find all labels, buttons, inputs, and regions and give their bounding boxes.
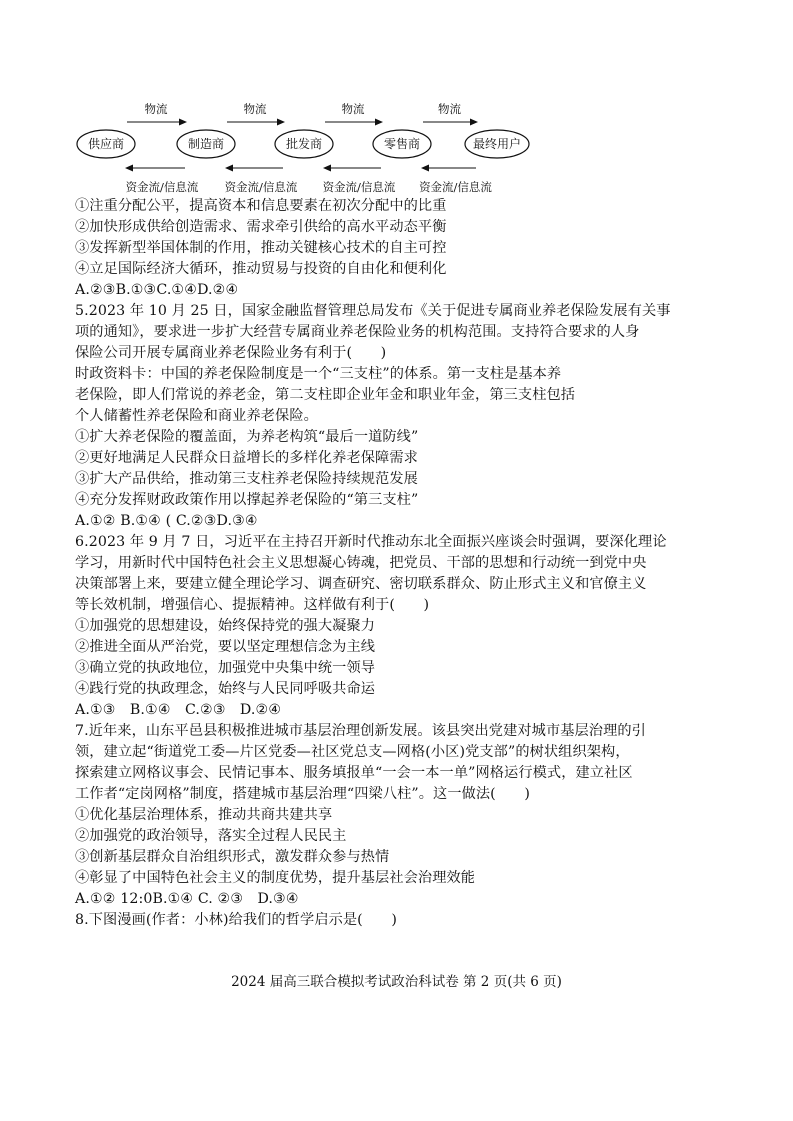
text-line: ①加强党的思想建设，始终保持党的强大凝聚力 bbox=[75, 618, 376, 634]
arrowhead bbox=[277, 119, 285, 126]
capital-info-flow bbox=[125, 165, 199, 195]
chain-node bbox=[275, 130, 333, 158]
text-line: 5.2023 年 10 月 25 日，国家金融监督管理总局发布《关于促进专属商业养老保险发展有关事 bbox=[75, 303, 671, 319]
text-line: 保险公司开展专属商业养老保险业务有利于( ) bbox=[75, 345, 387, 361]
logistics-flow bbox=[227, 102, 285, 126]
arrowhead bbox=[225, 165, 233, 172]
question-text bbox=[75, 196, 725, 931]
node-label: 最终用户 bbox=[472, 137, 522, 151]
chain-node bbox=[465, 130, 529, 158]
logistics-flow bbox=[325, 102, 383, 126]
flow-label: 物流 bbox=[341, 102, 365, 116]
text-line: ④践行党的执政理念，始终与人民同呼吸共命运 bbox=[75, 681, 376, 697]
text-line: 探索建立网格议事会、民情记事本、服务填报单“一会一本一单”网格运行模式，建立社区 bbox=[75, 765, 633, 781]
text-line: 时政资料卡：中国的养老保险制度是一个“三支柱”的体系。第一支柱是基本养 bbox=[75, 366, 562, 382]
flow-label: 资金流/信息流 bbox=[322, 180, 396, 194]
text-line: ③确立党的执政地位，加强党中央集中统一领导 bbox=[75, 660, 376, 676]
text-line: 8.下图漫画(作者：小林)给我们的哲学启示是( ) bbox=[75, 912, 398, 928]
text-line: 个人储蓄性养老保险和商业养老保险。 bbox=[75, 408, 318, 424]
text-line: 项的通知》，要求进一步扩大经营专属商业养老保险业务的机构范围。支持符合要求的人身 bbox=[75, 324, 640, 340]
arrowhead bbox=[125, 165, 133, 172]
text-line: ③发挥新型举国体制的作用，推动关键核心技术的自主可控 bbox=[75, 240, 447, 256]
text-line: ②推进全面从严治党，要以坚定理想信念为主线 bbox=[75, 639, 376, 655]
text-line: ③扩大产品供给，推动第三支柱养老保险持续规范发展 bbox=[75, 471, 418, 487]
arrowhead bbox=[323, 165, 331, 172]
logistics-flow bbox=[423, 102, 478, 126]
flow-label: 物流 bbox=[144, 102, 168, 116]
text-line: ④充分发挥财政政策作用以撑起养老保险的“第三支柱” bbox=[75, 492, 419, 508]
text-line: ①注重分配公平，提高资本和信息要素在初次分配中的比重 bbox=[75, 198, 447, 214]
flow-label: 资金流/信息流 bbox=[224, 180, 298, 194]
flow-label: 物流 bbox=[243, 102, 267, 116]
text-line: A.①② 12:0B.①④ C. ②③ D.③④ bbox=[75, 891, 299, 907]
text-line: A.①② B.①④ ( C.②③D.③④ bbox=[75, 513, 258, 529]
chain-node bbox=[77, 130, 135, 158]
text-line: ④彰显了中国特色社会主义的制度优势，提升基层社会治理效能 bbox=[75, 870, 476, 886]
text-line: 等长效机制，增强信心、提振精神。这样做有利于( ) bbox=[75, 597, 430, 613]
arrowhead bbox=[470, 119, 478, 126]
arrowhead bbox=[179, 119, 187, 126]
text-line: ①扩大养老保险的覆盖面，为养老构筑“最后一道防线” bbox=[75, 429, 419, 445]
node-label: 制造商 bbox=[187, 137, 225, 151]
flow-label: 资金流/信息流 bbox=[419, 180, 492, 194]
text-line: 老保险，即人们常说的养老金，第二支柱即企业年金和职业年金，第三支柱包括 bbox=[75, 387, 576, 403]
logistics-flow bbox=[127, 102, 187, 126]
text-line: A.①③ B.①④ C.②③ D.②④ bbox=[75, 702, 282, 718]
supply-chain-svg bbox=[70, 92, 540, 198]
capital-info-flow bbox=[419, 165, 492, 195]
node-label: 批发商 bbox=[285, 137, 323, 151]
flow-label: 物流 bbox=[438, 102, 461, 116]
node-label: 供应商 bbox=[87, 137, 125, 151]
flow-label: 资金流/信息流 bbox=[125, 180, 199, 194]
text-line: 领，建立起“街道党工委—片区党委—社区党总支—网格(小区)党支部”的树状组织架构， bbox=[75, 744, 630, 760]
text-line: ④立足国际经济大循环，推动贸易与投资的自由化和便利化 bbox=[75, 261, 447, 277]
text-line: 7.近年来，山东平邑县积极推进城市基层治理创新发展。该县突出党建对城市基层治理的引 bbox=[75, 723, 646, 739]
text-line: 决策部署上来，要建立健全理论学习、调查研究、密切联系群众、防止形式主义和官僚主义 bbox=[75, 576, 647, 592]
arrowhead bbox=[421, 165, 429, 172]
supply-chain-diagram bbox=[70, 92, 540, 198]
chain-node bbox=[373, 130, 431, 158]
node-label: 零售商 bbox=[383, 137, 421, 151]
capital-info-flow bbox=[323, 165, 396, 195]
page-footer: 2024 届高三联合模拟考试政治科试卷 第 2 页(共 6 页) bbox=[231, 974, 562, 990]
arrowhead bbox=[375, 119, 383, 126]
text-line: 工作者“定岗网格”制度，搭建城市基层治理“四梁八柱”。这一做法( ) bbox=[75, 786, 531, 802]
text-line: ②更好地满足人民群众日益增长的多样化养老保障需求 bbox=[75, 450, 418, 466]
text-line: 6.2023 年 9 月 7 日，习近平在主持召开新时代推动东北全面振兴座谈会时强调，要深化理论 bbox=[75, 534, 667, 550]
text-line: 学习，用新时代中国特色社会主义思想凝心铸魂，把党员、干部的思想和行动统一到党中央 bbox=[75, 555, 647, 571]
chain-node bbox=[177, 130, 235, 158]
capital-info-flow bbox=[225, 165, 298, 195]
text-line: ③创新基层群众自治组织形式，激发群众参与热情 bbox=[75, 849, 390, 865]
text-line: ②加强党的政治领导，落实全过程人民民主 bbox=[75, 828, 347, 844]
text-line: ②加快形成供给创造需求、需求牵引供给的高水平动态平衡 bbox=[75, 219, 447, 235]
text-line: ①优化基层治理体系，推动共商共建共享 bbox=[75, 807, 333, 823]
text-line: A.②③B.①③C.①④D.②④ bbox=[75, 282, 239, 298]
